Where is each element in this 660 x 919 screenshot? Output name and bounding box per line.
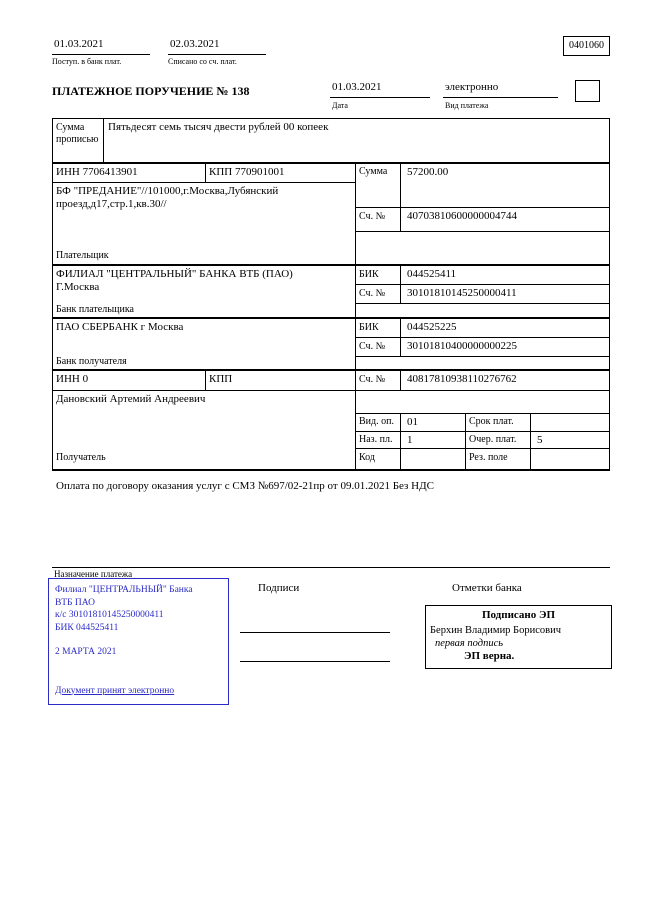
grid-line [52, 369, 610, 371]
reserve-field-label: Рез. поле [469, 452, 508, 463]
grid-line [465, 413, 466, 469]
payee-account-value: 40817810938110276762 [407, 373, 517, 385]
grid-line [355, 303, 609, 304]
payee-bank-name: ПАО СБЕРБАНК г Москва [56, 321, 184, 333]
stamp-bank-name-line2: ВТБ ПАО [55, 597, 95, 608]
amount-words-label: Сумма прописью [56, 122, 99, 145]
ep-verified-text: ЭП верна. [464, 650, 515, 662]
payer-bank-account-label: Сч. № [359, 288, 386, 299]
payer-inn: ИНН 7706413901 [56, 166, 138, 178]
electronic-signature-box [425, 605, 612, 669]
grid-line [355, 284, 609, 285]
purpose-code-label: Наз. пл. [359, 434, 393, 445]
grid-line [400, 162, 401, 231]
document-date-field: 01.03.2021 [330, 81, 430, 98]
document-date-label: Дата [332, 101, 348, 110]
payee-bank-account-value: 30101810400000000225 [407, 340, 517, 352]
amount-label: Сумма [359, 166, 388, 177]
stamp-bik: БИК 044525411 [55, 622, 119, 633]
stamp-corr-account: к/с 30101810145250000411 [55, 610, 164, 620]
payee-kpp: КПП [209, 373, 233, 385]
grid-line [355, 337, 609, 338]
op-type-value: 01 [407, 416, 418, 428]
grid-line [205, 162, 206, 182]
stamp-bank-name-line1: Филиал "ЦЕНТРАЛЬНЫЙ" Банка [55, 585, 193, 595]
bank-marks-header: Отметки банка [452, 582, 522, 594]
grid-line [52, 390, 610, 391]
payer-bank-section-label: Банк плательщика [56, 304, 134, 315]
grid-line [52, 317, 610, 319]
grid-line [52, 264, 610, 266]
grid-line [400, 371, 401, 390]
grid-line [355, 356, 609, 357]
payer-bank-account-value: 30101810145250000411 [407, 287, 517, 299]
grid-line [52, 567, 610, 568]
payment-type-box [575, 80, 600, 102]
bank-stamp [48, 578, 229, 705]
stamp-date: 2 МАРТА 2021 [55, 647, 117, 657]
grid-line [52, 118, 53, 164]
amount-value: 57200.00 [407, 166, 449, 178]
grid-line [205, 369, 206, 390]
ep-signed-title: Подписано ЭП [481, 609, 556, 621]
grid-line [530, 413, 531, 469]
payer-section-label: Плательщик [56, 250, 109, 261]
grid-line [355, 231, 609, 232]
priority-value: 5 [537, 434, 543, 446]
grid-line [52, 182, 355, 183]
payer-account-value: 40703810600000004744 [407, 210, 517, 222]
grid-line [355, 413, 609, 414]
debited-date-field: 02.03.2021 [168, 38, 266, 55]
received-date-field: 01.03.2021 [52, 38, 150, 55]
grid-line [52, 118, 610, 119]
signature-line-1 [240, 619, 390, 633]
priority-label: Очер. плат. [469, 434, 517, 445]
grid-line [609, 118, 610, 164]
payee-bank-account-label: Сч. № [359, 341, 386, 352]
payee-section-label: Получатель [56, 452, 106, 463]
purpose-code-value: 1 [407, 434, 413, 446]
due-date-label: Срок плат. [469, 416, 514, 427]
payer-name: БФ "ПРЕДАНИЕ"//101000,г.Москва,Лубянский проезд,д17,стр.1,кв.30// [56, 185, 279, 210]
grid-line [355, 431, 609, 432]
payee-name: Дановский Артемий Андреевич [56, 393, 206, 405]
payer-bank-bik-value: 044525411 [407, 268, 457, 280]
payee-bank-bik-label: БИК [359, 322, 379, 333]
payee-account-label: Сч. № [359, 374, 386, 385]
grid-line [52, 162, 610, 164]
signature-line-2 [240, 648, 390, 662]
payee-inn: ИНН 0 [56, 373, 89, 385]
payer-account-label: Сч. № [359, 211, 386, 222]
form-code-box: 0401060 [563, 36, 610, 56]
document-title: ПЛАТЕЖНОЕ ПОРУЧЕНИЕ № 138 [52, 84, 250, 98]
grid-line [400, 413, 401, 469]
amount-words-value: Пятьдесят семь тысяч двести рублей 00 копеек [108, 121, 329, 133]
payee-bank-section-label: Банк получателя [56, 356, 127, 367]
grid-line [355, 207, 609, 208]
payment-kind-field: электронно [443, 81, 558, 98]
purpose-label: Назначение платежа [54, 569, 133, 579]
code-label: Код [359, 452, 375, 463]
grid-line [103, 118, 104, 164]
debited-date-label: Списано со сч. плат. [168, 57, 237, 66]
op-type-label: Вид. оп. [359, 416, 394, 427]
payment-kind-label: Вид платежа [445, 101, 489, 110]
payer-kpp: КПП 770901001 [209, 166, 285, 178]
payer-bank-name: ФИЛИАЛ "ЦЕНТРАЛЬНЫЙ" БАНКА ВТБ (ПАО) Г.Москва [56, 268, 293, 293]
grid-line [355, 448, 609, 449]
received-date-label: Поступ. в банк плат. [52, 57, 122, 66]
stamp-footer: Документ принят электронно [55, 685, 175, 696]
ep-signer-name: Берхин Владимир Борисович [430, 625, 561, 636]
purpose-text: Оплата по договору оказания услуг с СМЗ №697/02-21пр от 09.01.2021 Без НДС [56, 480, 434, 492]
ep-signature-kind: первая подпись [435, 638, 504, 649]
payer-bank-bik-label: БИК [359, 269, 379, 280]
payee-bank-bik-value: 044525225 [407, 321, 457, 333]
grid-line [52, 469, 610, 471]
signatures-header: Подписи [258, 582, 300, 594]
